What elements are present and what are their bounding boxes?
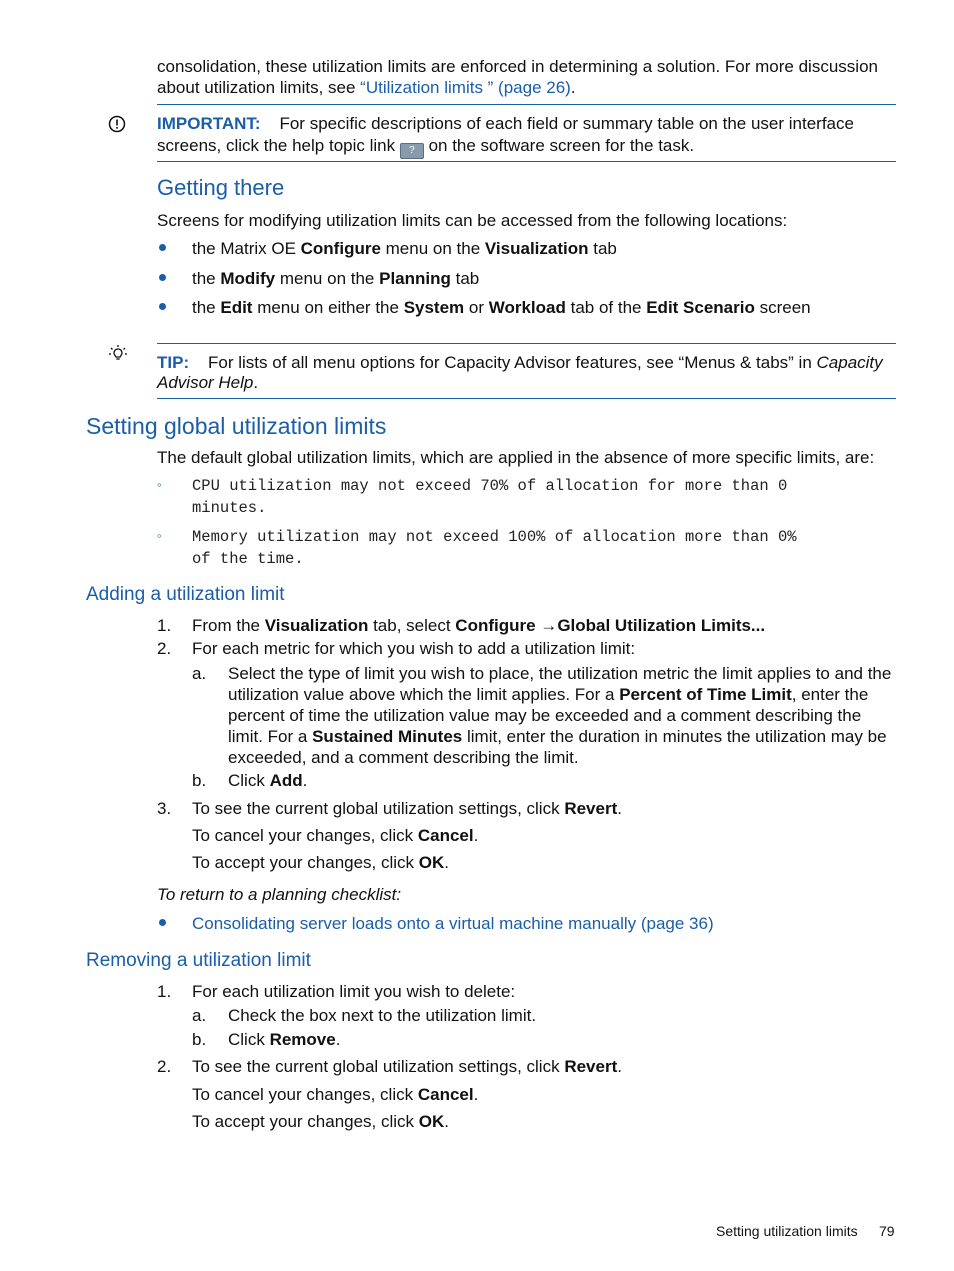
tip-italic-1: Capacity <box>816 353 883 372</box>
memory-limit-line-1: Memory utilization may not exceed 100% of allocation more than 0% <box>192 528 797 546</box>
step-text: To accept your changes, click <box>192 1112 419 1131</box>
adding-step-3 <box>192 798 622 819</box>
workload-tab-label: Workload <box>488 298 566 317</box>
remove-button-label: Remove <box>269 1030 336 1049</box>
tip-line-1 <box>157 352 883 373</box>
step-text: tab, select <box>368 616 456 635</box>
getting-there-heading: Getting there <box>157 175 285 200</box>
step-text: . <box>473 1085 479 1104</box>
utilization-limits-link[interactable]: “Utilization limits ” (page 26) <box>360 78 571 97</box>
modify-menu-label: Modify <box>220 269 276 288</box>
important-icon <box>108 115 126 138</box>
important-line-1 <box>157 113 854 134</box>
location-item-1 <box>192 238 617 259</box>
substep-text: , enter the <box>791 685 869 704</box>
page-number: 79 <box>879 1223 895 1239</box>
adding-cancel-line <box>192 825 478 846</box>
getting-there-intro: Screens for modifying utilization limits can be accessed from the following locations: <box>157 211 788 230</box>
location-item-3 <box>192 297 811 318</box>
bullet-icon <box>159 303 166 310</box>
adding-step-2a <box>228 663 900 768</box>
adding-heading: Adding a utilization limit <box>86 584 285 605</box>
tip-label: TIP: <box>157 353 190 372</box>
substep-letter: a. <box>192 1006 207 1025</box>
cpu-limit-line-1: CPU utilization may not exceed 70% of allocation for more than 0 <box>192 477 788 495</box>
global-utilization-limits-label: Global Utilization Limits... <box>557 616 766 635</box>
item-text: tab <box>588 239 617 258</box>
substep-line: exceeded, and a comment describing the limit. <box>228 748 579 767</box>
substep-text: limit, enter the duration in minutes the utilization may be <box>462 727 887 746</box>
important-text-3: on the software screen for the task. <box>423 136 695 155</box>
important-bottom-rule <box>157 161 896 162</box>
visualization-tab-label: Visualization <box>264 616 369 635</box>
item-text: the Matrix OE <box>192 239 301 258</box>
removing-heading: Removing a utilization limit <box>86 950 311 971</box>
important-text-1: For specific descriptions of each field or summary table on the user interface <box>279 114 854 133</box>
ok-button-label: OK <box>418 1112 445 1131</box>
step-text: From the <box>192 616 265 635</box>
intro-period: . <box>570 78 576 97</box>
substep-line: Select the type of limit you wish to place, the utilization metric the limit applies to and the <box>228 664 892 683</box>
global-limits-intro: The default global utilization limits, which are applied in the absence of more specific limits, are: <box>157 448 875 467</box>
substep-text: Click <box>228 1030 270 1049</box>
item-text: the <box>192 298 221 317</box>
important-line-2 <box>157 135 694 159</box>
substep-line <box>228 726 900 747</box>
step-text: To see the current global utilization settings, click <box>192 1057 565 1076</box>
tip-top-rule <box>157 343 896 344</box>
memory-limit-line-2: of the time. <box>192 550 304 568</box>
step-text: To accept your changes, click <box>192 853 419 872</box>
removing-cancel-line <box>192 1084 478 1105</box>
step-text: To cancel your changes, click <box>192 826 418 845</box>
substep-line: percent of time the utilization value may be exceeded and a comment describing the <box>228 706 862 725</box>
important-label: IMPORTANT: <box>157 114 261 133</box>
removing-accept-line <box>192 1111 449 1132</box>
revert-button-label: Revert <box>564 1057 618 1076</box>
intro-line-1: consolidation, these utilization limits are enforced in determining a solution. For more discussion <box>157 57 878 76</box>
bullet-icon <box>159 244 166 251</box>
adding-step-2: For each metric for which you wish to add a utilization limit: <box>192 639 636 658</box>
item-text: menu on either the <box>252 298 404 317</box>
hollow-bullet-icon: ◦ <box>157 528 162 543</box>
removing-step-1: For each utilization limit you wish to delete: <box>192 982 516 1001</box>
return-to-checklist-label: To return to a planning checklist: <box>157 885 402 904</box>
important-text-2: screens, click the help topic link <box>157 136 400 155</box>
step-text: To cancel your changes, click <box>192 1085 418 1104</box>
item-text: the <box>192 269 221 288</box>
step-text: . <box>473 826 479 845</box>
consolidating-server-loads-link[interactable]: Consolidating server loads onto a virtual machine manually (page 36) <box>192 914 714 933</box>
removing-step-1a: Check the box next to the utilization limit. <box>228 1006 537 1025</box>
footer-section-title: Setting utilization limits <box>716 1223 858 1239</box>
step-number: 1. <box>157 616 172 635</box>
substep-text: utilization value above which the limit applies. For a <box>228 685 620 704</box>
removing-step-2 <box>192 1056 622 1077</box>
lightbulb-icon <box>108 344 128 369</box>
tip-italic-2: Advisor Help <box>157 373 254 392</box>
arrow-icon: → <box>535 616 558 635</box>
step-text: . <box>444 1112 450 1131</box>
intro-line-2 <box>157 77 576 98</box>
item-text: tab of the <box>565 298 647 317</box>
item-text: menu on the <box>380 239 485 258</box>
system-tab-label: System <box>403 298 465 317</box>
tip-bottom-rule <box>157 398 896 399</box>
bullet-icon <box>159 919 166 926</box>
add-button-label: Add <box>269 771 303 790</box>
sustained-minutes-label: Sustained Minutes <box>312 727 463 746</box>
cancel-button-label: Cancel <box>417 1085 474 1104</box>
configure-menu-label: Configure <box>300 239 381 258</box>
tip-text-1: For lists of all menu options for Capacity Advisor features, see “Menus & tabs” in <box>208 353 817 372</box>
bullet-icon <box>159 274 166 281</box>
substep-letter: b. <box>192 1030 207 1049</box>
substep-line <box>228 684 900 705</box>
substep-text: limit. For a <box>228 727 313 746</box>
item-text: screen <box>754 298 811 317</box>
step-number: 3. <box>157 799 172 818</box>
global-limits-heading: Setting global utilization limits <box>86 413 387 439</box>
adding-step-2b <box>228 770 307 791</box>
ok-button-label: OK <box>418 853 445 872</box>
adding-accept-line <box>192 852 449 873</box>
substep-letter: a. <box>192 664 207 683</box>
visualization-tab-label: Visualization <box>484 239 589 258</box>
step-number: 2. <box>157 1057 172 1076</box>
substep-letter: b. <box>192 771 207 790</box>
substep-text: . <box>302 771 308 790</box>
step-number: 1. <box>157 982 172 1001</box>
step-text: To see the current global utilization settings, click <box>192 799 565 818</box>
removing-step-1b <box>228 1029 340 1050</box>
percent-of-time-limit-label: Percent of Time Limit <box>619 685 792 704</box>
tip-period: . <box>253 373 259 392</box>
item-text: menu on the <box>275 269 380 288</box>
step-number: 2. <box>157 639 172 658</box>
item-text: tab <box>450 269 480 288</box>
step-text: . <box>617 1057 622 1076</box>
cancel-button-label: Cancel <box>417 826 474 845</box>
substep-text: Click <box>228 771 270 790</box>
location-item-2 <box>192 268 479 289</box>
help-topic-icon[interactable]: ? <box>400 143 424 159</box>
revert-button-label: Revert <box>564 799 618 818</box>
edit-menu-label: Edit <box>220 298 253 317</box>
step-text: . <box>617 799 622 818</box>
hollow-bullet-icon: ◦ <box>157 477 162 492</box>
edit-scenario-label: Edit Scenario <box>646 298 755 317</box>
intro-text: about utilization limits, see <box>157 78 361 97</box>
item-text: or <box>464 298 489 317</box>
tip-line-2 <box>157 372 258 393</box>
substep-text: . <box>335 1030 341 1049</box>
cpu-limit-line-2: minutes. <box>192 499 267 517</box>
adding-step-1 <box>192 615 765 636</box>
planning-tab-label: Planning <box>379 269 451 288</box>
step-text: . <box>444 853 450 872</box>
important-top-rule <box>157 104 896 105</box>
configure-menu-label: Configure <box>455 616 536 635</box>
